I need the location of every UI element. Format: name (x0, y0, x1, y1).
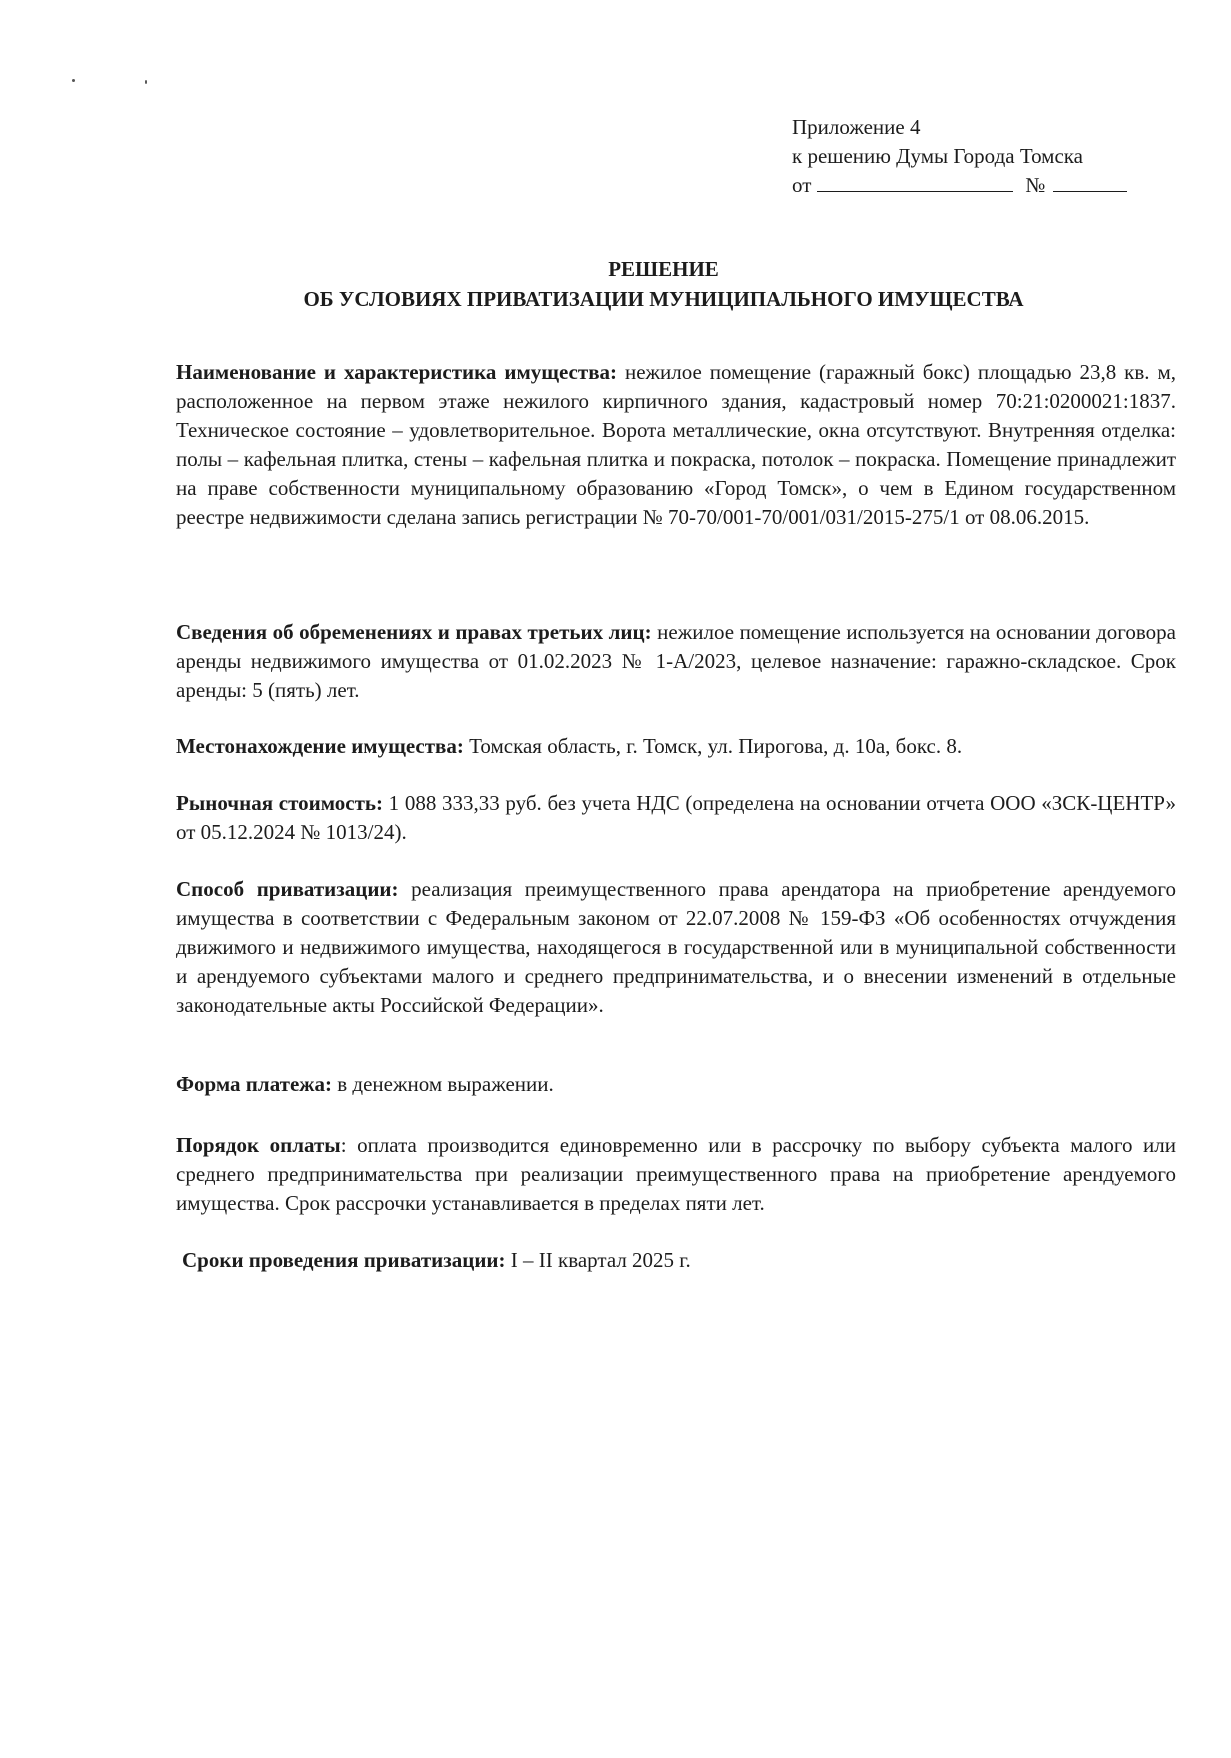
section-label: Рыночная стоимость: (176, 791, 383, 815)
section-property-description (176, 358, 1176, 532)
scan-speck (145, 80, 147, 84)
section-encumbrances (176, 618, 1176, 705)
section-text: : оплата производится единовременно или в рассрочку по выбору субъекта малого или среднего предпринимательства при реализации преимущественного права на приобретение арендуемого имущества. Срок рассрочки устанавливается в пределах пяти лет. (176, 1133, 1176, 1215)
date-label: от (792, 173, 812, 197)
section-payment-procedure (176, 1131, 1176, 1218)
section-label: Сведения об обременениях и правах третьих лиц: (176, 620, 652, 644)
section-text: нежилое помещение (гаражный бокс) площадью 23,8 кв. м, расположенное на первом этаже нежилого кирпичного здания, кадастровый номер 70:21:0200021:1837. Техническое состояние – удовлетворительное. Ворота металлические, окна отсутствуют. Внутренняя отделка: полы – кафельная плитка, стены – кафельная плитка и покраска, потолок – покраска. Помещение принадлежит на праве собственности муниципальному образованию «Город Томск», о чем в Едином государственном реестре недвижимости сделана запись регистрации № 70-70/001-70/001/031/2015-275/1 от 08.06.2015. (176, 360, 1176, 529)
section-text: 1 088 333,33 руб. без учета НДС (определена на основании отчета ООО «ЗСК-ЦЕНТР» от 05.12.2024 № 1013/24). (176, 791, 1176, 844)
number-blank (1053, 173, 1127, 192)
section-privatization-method (176, 875, 1176, 1020)
section-privatization-period (182, 1246, 1182, 1275)
section-text: Томская область, г. Томск, ул. Пирогова, д. 10а, бокс. 8. (463, 734, 963, 758)
appendix-block (792, 113, 1127, 200)
number-label: № (1025, 173, 1046, 197)
document-subtitle: ОБ УСЛОВИЯХ ПРИВАТИЗАЦИИ МУНИЦИПАЛЬНОГО ИМУЩЕСТВА (303, 287, 1024, 311)
appendix-reference: к решению Думы Города Томска (792, 144, 1083, 168)
date-blank (817, 173, 1013, 192)
section-text: I – II квартал 2025 г. (505, 1248, 691, 1272)
appendix-number: Приложение 4 (792, 115, 921, 139)
section-label: Наименование и характеристика имущества: (176, 360, 618, 384)
section-label: Способ приватизации: (176, 877, 399, 901)
section-label: Местонахождение имущества: (176, 734, 464, 758)
section-payment-form (176, 1070, 1176, 1099)
section-label: Форма платежа: (176, 1072, 333, 1096)
section-text: в денежном выражении. (332, 1072, 554, 1096)
section-label: Сроки проведения приватизации: (182, 1248, 506, 1272)
section-label: Порядок оплаты (176, 1133, 341, 1157)
section-text: реализация преимущественного права арендатора на приобретение арендуемого имущества в соответствии с Федеральным законом от 22.07.2008 № 159-ФЗ «Об особенностях отчуждения движимого и недвижимого имущества, находящегося в государственной или в муниципальной собственности и арендуемого субъектами малого и среднего предпринимательства, и о внесении изменений в отдельные законодательные акты Российской Федерации». (176, 877, 1176, 1017)
section-market-value (176, 789, 1176, 847)
section-location (176, 732, 1176, 761)
scan-speck (72, 79, 75, 82)
document-title: РЕШЕНИЕ (608, 257, 719, 281)
section-text: нежилое помещение используется на основании договора аренды недвижимого имущества от 01.02.2023 № 1-А/2023, целевое назначение: гаражно-складское. Срок аренды: 5 (пять) лет. (176, 620, 1176, 702)
appendix-date-number-line (792, 171, 1127, 200)
